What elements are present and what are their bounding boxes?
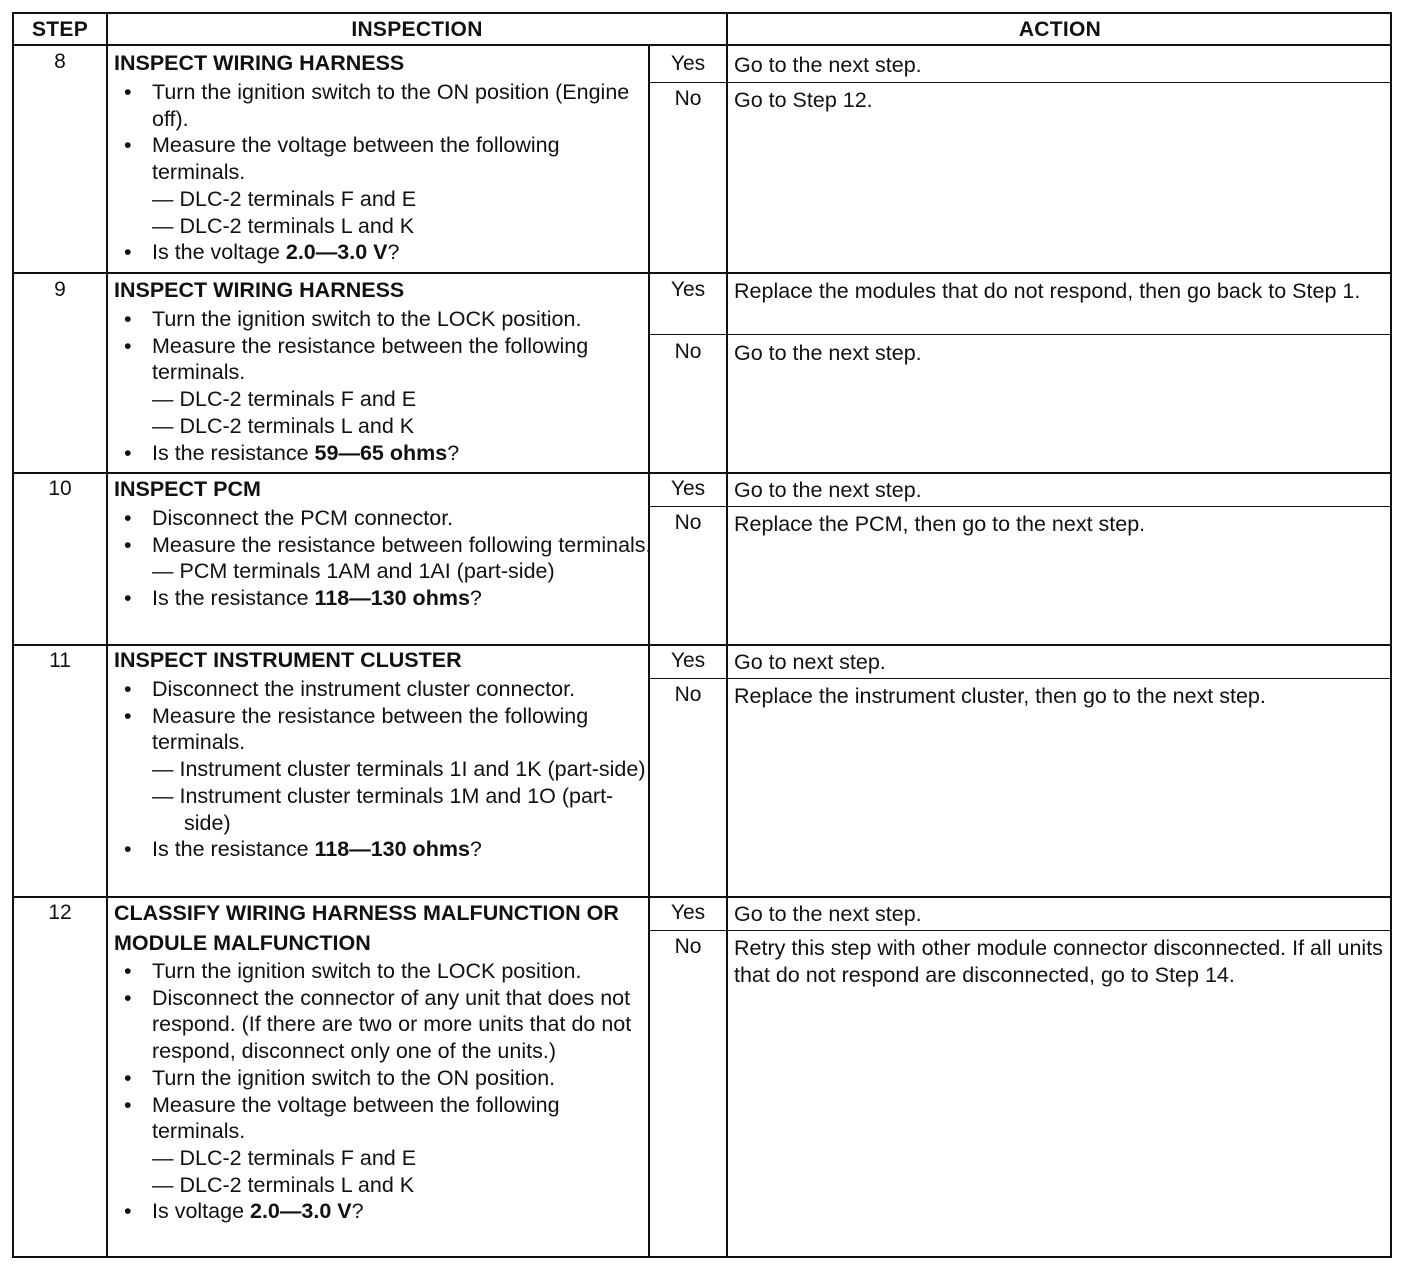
- troubleshooting-table: [12, 12, 1392, 1258]
- yes-no-divider: [648, 678, 1390, 679]
- inspection-subitem: — DLC-2 terminals L and K: [152, 213, 415, 238]
- inspection-item: • Turn the ignition switch to the LOCK position.: [114, 306, 654, 333]
- header-action: ACTION: [1018, 18, 1102, 41]
- inspection-item: • Turn the ignition switch to the ON position.: [114, 1065, 642, 1092]
- inspection-item: • Measure the voltage between the following terminals.: [114, 132, 654, 185]
- yes-label: Yes: [670, 52, 706, 75]
- inspection-subitem: — DLC-2 terminals F and E: [152, 387, 417, 412]
- inspection-item: • Disconnect the instrument cluster connector.: [114, 676, 654, 703]
- inspection-item: • Measure the voltage between the following terminals.: [114, 1092, 642, 1145]
- inspection-question: • Is the resistance 118—130 ohms?: [114, 836, 654, 863]
- inspection-question: • Is the resistance 118—130 ohms?: [114, 585, 654, 612]
- inspection-cell: [114, 646, 654, 863]
- inspection-subitem: — DLC-2 terminals L and K: [152, 1172, 415, 1197]
- yes-action: Go to the next step.: [734, 53, 922, 77]
- column-divider-action: [726, 14, 728, 1256]
- step-number: 9: [54, 278, 66, 301]
- no-action: Go to Step 12.: [734, 88, 873, 112]
- inspection-item: • Measure the resistance between following terminals.: [114, 532, 654, 559]
- inspection-question: • Is voltage 2.0—3.0 V?: [114, 1198, 642, 1225]
- inspection-item: • Disconnect the PCM connector.: [114, 505, 654, 532]
- inspection-title: INSPECT INSTRUMENT CLUSTER: [114, 648, 462, 672]
- inspection-cell: [114, 49, 654, 266]
- inspection-cell: [114, 898, 642, 1225]
- no-label: No: [674, 340, 702, 363]
- inspection-subitem: — Instrument cluster terminals 1I and 1K (part-side): [152, 757, 646, 782]
- no-label: No: [674, 511, 702, 534]
- yes-no-divider: [648, 930, 1390, 931]
- inspection-subitem: — PCM terminals 1AM and 1AI (part-side): [152, 559, 555, 584]
- yes-no-divider: [648, 82, 1390, 83]
- inspection-cell: [114, 475, 654, 612]
- yes-action: Go to next step.: [734, 650, 886, 674]
- inspection-title: INSPECT WIRING HARNESS: [114, 51, 405, 75]
- yes-action: Go to the next step.: [734, 478, 922, 502]
- header-step: STEP: [31, 18, 89, 41]
- row-divider: [14, 472, 1390, 474]
- header-inspection: INSPECTION: [351, 18, 483, 41]
- yes-label: Yes: [670, 477, 706, 500]
- yes-label: Yes: [670, 649, 706, 672]
- inspection-subitem: — DLC-2 terminals F and E: [152, 1145, 417, 1170]
- no-action: Retry this step with other module connector disconnected. If all units that do not respond are disconnected, go to Step 14.: [734, 936, 1383, 987]
- inspection-subitem: — DLC-2 terminals F and E: [152, 186, 417, 211]
- inspection-subitem: — Instrument cluster terminals 1M and 1O (part-side): [152, 783, 614, 835]
- inspection-question: • Is the voltage 2.0—3.0 V?: [114, 239, 654, 266]
- column-divider-step: [106, 14, 108, 1256]
- no-label: No: [674, 935, 702, 958]
- step-number: 8: [54, 50, 66, 73]
- inspection-title: INSPECT PCM: [114, 477, 261, 501]
- step-number: 12: [48, 901, 72, 924]
- no-action: Replace the instrument cluster, then go to the next step.: [734, 684, 1266, 708]
- inspection-item: • Turn the ignition switch to the ON position (Engine off).: [114, 79, 654, 132]
- inspection-cell: [114, 276, 654, 466]
- no-action: Replace the PCM, then go to the next step.: [734, 512, 1146, 536]
- row-divider: [14, 272, 1390, 274]
- yes-label: Yes: [670, 278, 706, 301]
- step-number: 10: [48, 477, 72, 500]
- yes-label: Yes: [670, 901, 706, 924]
- yes-action: Go to the next step.: [734, 902, 922, 926]
- yes-action: Replace the modules that do not respond, then go back to Step 1.: [734, 279, 1361, 303]
- inspection-item: • Disconnect the connector of any unit that does not respond. (If there are two or more units that do not respond, disconnect only one of the units.): [114, 985, 642, 1065]
- inspection-title: CLASSIFY WIRING HARNESS MALFUNCTION OR MODULE MALFUNCTION: [114, 901, 619, 955]
- yes-no-divider: [648, 334, 1390, 335]
- inspection-question: • Is the resistance 59—65 ohms?: [114, 440, 654, 467]
- header-divider: [14, 44, 1390, 46]
- inspection-subitem: — DLC-2 terminals L and K: [152, 413, 415, 438]
- yes-no-divider: [648, 506, 1390, 507]
- step-number: 11: [49, 649, 71, 672]
- inspection-item: • Measure the resistance between the following terminals.: [114, 333, 654, 386]
- inspection-item: • Measure the resistance between the following terminals.: [114, 703, 654, 756]
- inspection-item: • Turn the ignition switch to the LOCK position.: [114, 958, 642, 985]
- no-action: Go to the next step.: [734, 341, 922, 365]
- no-label: No: [674, 683, 702, 706]
- no-label: No: [674, 87, 702, 110]
- inspection-title: INSPECT WIRING HARNESS: [114, 278, 405, 302]
